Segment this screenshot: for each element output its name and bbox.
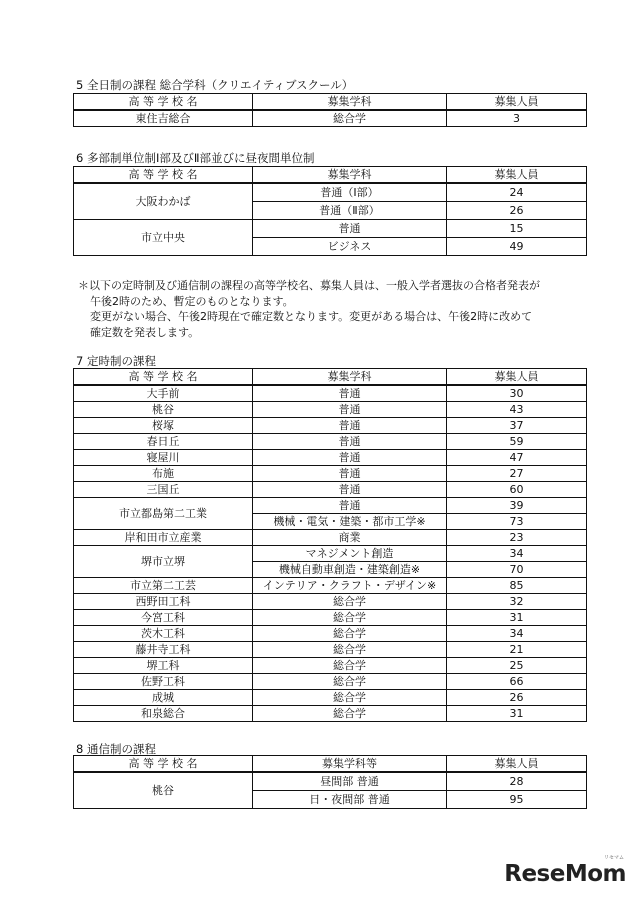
department: 総合学 [253, 690, 447, 706]
school-name: 市立第二工芸 [74, 578, 253, 594]
department: 普通 [253, 418, 447, 434]
enrollment-count: 60 [447, 482, 587, 498]
school-name: 市立中央 [74, 220, 253, 256]
table-row [74, 220, 587, 238]
table-row [74, 706, 587, 722]
section-8-table [73, 755, 587, 809]
school-name: 今宮工科 [74, 610, 253, 626]
department: 日・夜間部 普通 [253, 791, 447, 809]
school-name: 桃谷 [74, 772, 253, 809]
department: 総合学 [253, 610, 447, 626]
table-row [74, 546, 587, 562]
school-name: 茨木工科 [74, 626, 253, 642]
header-dept: 募集学科 [253, 167, 447, 184]
header-school: 高 等 学 校 名 [74, 94, 253, 111]
header-dept: 募集学科 [253, 369, 447, 386]
enrollment-count: 26 [447, 202, 587, 220]
department: 普通 [253, 385, 447, 402]
enrollment-count: 43 [447, 402, 587, 418]
school-name: 大手前 [74, 385, 253, 402]
enrollment-count: 37 [447, 418, 587, 434]
school-name: 三国丘 [74, 482, 253, 498]
school-name: 佐野工科 [74, 674, 253, 690]
department: 総合学 [253, 594, 447, 610]
department: ビジネス [253, 238, 447, 256]
school-name: 大阪わかば [74, 183, 253, 220]
note-line: 変更がない場合、午後2時現在で確定数となります。変更がある場合は、午後2時に改めて [90, 310, 533, 323]
table-row [74, 530, 587, 546]
school-name: 東住吉総合 [74, 110, 253, 127]
enrollment-count: 23 [447, 530, 587, 546]
enrollment-count: 49 [447, 238, 587, 256]
section-7-title: 7 定時制の課程 [76, 354, 156, 368]
header-count: 募集人員 [447, 369, 587, 386]
department: 総合学 [253, 642, 447, 658]
school-name: 桃谷 [74, 402, 253, 418]
department: 普通 [253, 482, 447, 498]
table-row [74, 183, 587, 202]
school-name: 市立都島第二工業 [74, 498, 253, 530]
table-row [74, 674, 587, 690]
enrollment-count: 15 [447, 220, 587, 238]
school-name: 藤井寺工科 [74, 642, 253, 658]
section-7-table [73, 368, 587, 722]
note-line: 確定数を発表します。 [90, 325, 200, 339]
department: 総合学 [253, 626, 447, 642]
enrollment-count: 66 [447, 674, 587, 690]
enrollment-count: 25 [447, 658, 587, 674]
section-5-title: 5 全日制の課程 総合学科（クリエイティブスクール） [76, 78, 354, 92]
department: 普通 [253, 498, 447, 514]
department: 普通 [253, 450, 447, 466]
department: 総合学 [253, 674, 447, 690]
department: 普通 [253, 220, 447, 238]
department: インテリア・クラフト・デザイン※ [253, 578, 447, 594]
table-row [74, 626, 587, 642]
header-count: 募集人員 [447, 94, 587, 111]
table-row [74, 772, 587, 791]
department: マネジメント創造 [253, 546, 447, 562]
enrollment-count: 32 [447, 594, 587, 610]
school-name: 和泉総合 [74, 706, 253, 722]
table-row [74, 498, 587, 514]
department: 機械・電気・建築・都市工学※ [253, 514, 447, 530]
header-school: 高 等 学 校 名 [74, 369, 253, 386]
table-row [74, 110, 587, 127]
school-name: 布施 [74, 466, 253, 482]
table-row [74, 466, 587, 482]
department: 総合学 [253, 706, 447, 722]
header-school: 高 等 学 校 名 [74, 756, 253, 773]
department: 普通 [253, 466, 447, 482]
enrollment-count: 24 [447, 183, 587, 202]
department: 普通 [253, 402, 447, 418]
table-row [74, 610, 587, 626]
school-name: 桜塚 [74, 418, 253, 434]
header-count: 募集人員 [447, 167, 587, 184]
table-row [74, 578, 587, 594]
school-name: 寝屋川 [74, 450, 253, 466]
table-row [74, 642, 587, 658]
enrollment-count: 47 [447, 450, 587, 466]
enrollment-count: 21 [447, 642, 587, 658]
school-name: 堺工科 [74, 658, 253, 674]
department: 普通（Ⅱ部） [253, 202, 447, 220]
department: 昼間部 普通 [253, 772, 447, 791]
school-name: 成城 [74, 690, 253, 706]
school-name: 堺市立堺 [74, 546, 253, 578]
school-name: 岸和田市立産業 [74, 530, 253, 546]
enrollment-count: 26 [447, 690, 587, 706]
section-6-title: 6 多部制単位制Ⅰ部及びⅡ部並びに昼夜間単位制 [76, 151, 315, 165]
school-name: 春日丘 [74, 434, 253, 450]
section-5-table [73, 93, 587, 127]
table-row [74, 594, 587, 610]
enrollment-count: 34 [447, 626, 587, 642]
enrollment-count: 28 [447, 772, 587, 791]
department: 普通 [253, 434, 447, 450]
note-line: 午後2時のため、暫定のものとなります。 [90, 294, 294, 308]
header-count: 募集人員 [447, 756, 587, 773]
header-dept: 募集学科 [253, 94, 447, 111]
department: 総合学 [253, 110, 447, 127]
table-row [74, 482, 587, 498]
enrollment-count: 30 [447, 385, 587, 402]
table-row [74, 450, 587, 466]
enrollment-count: 70 [447, 562, 587, 578]
enrollment-count: 27 [447, 466, 587, 482]
table-row [74, 658, 587, 674]
header-school: 高 等 学 校 名 [74, 167, 253, 184]
note-line: ＊以下の定時制及び通信制の課程の高等学校名、募集人員は、一般入学者選抜の合格者発表が [78, 279, 540, 292]
table-row [74, 690, 587, 706]
department: 総合学 [253, 658, 447, 674]
enrollment-count: 39 [447, 498, 587, 514]
school-name: 西野田工科 [74, 594, 253, 610]
enrollment-count: 59 [447, 434, 587, 450]
enrollment-count: 34 [447, 546, 587, 562]
enrollment-count: 85 [447, 578, 587, 594]
table-row [74, 434, 587, 450]
table-row [74, 402, 587, 418]
provisional-note [78, 278, 540, 340]
department: 普通（Ⅰ部） [253, 183, 447, 202]
enrollment-count: 73 [447, 514, 587, 530]
department: 機械自動車創造・建築創造※ [253, 562, 447, 578]
section-6-table [73, 166, 587, 256]
table-row [74, 418, 587, 434]
enrollment-count: 95 [447, 791, 587, 809]
section-8-title: 8 通信制の課程 [76, 742, 156, 756]
department: 商業 [253, 530, 447, 546]
enrollment-count: 31 [447, 610, 587, 626]
header-dept: 募集学科等 [253, 756, 447, 773]
enrollment-count: 31 [447, 706, 587, 722]
enrollment-count: 3 [447, 110, 587, 127]
table-row [74, 385, 587, 402]
brand-subtitle: リセマム [604, 855, 624, 861]
brand-logo: ReseMom [504, 861, 626, 887]
